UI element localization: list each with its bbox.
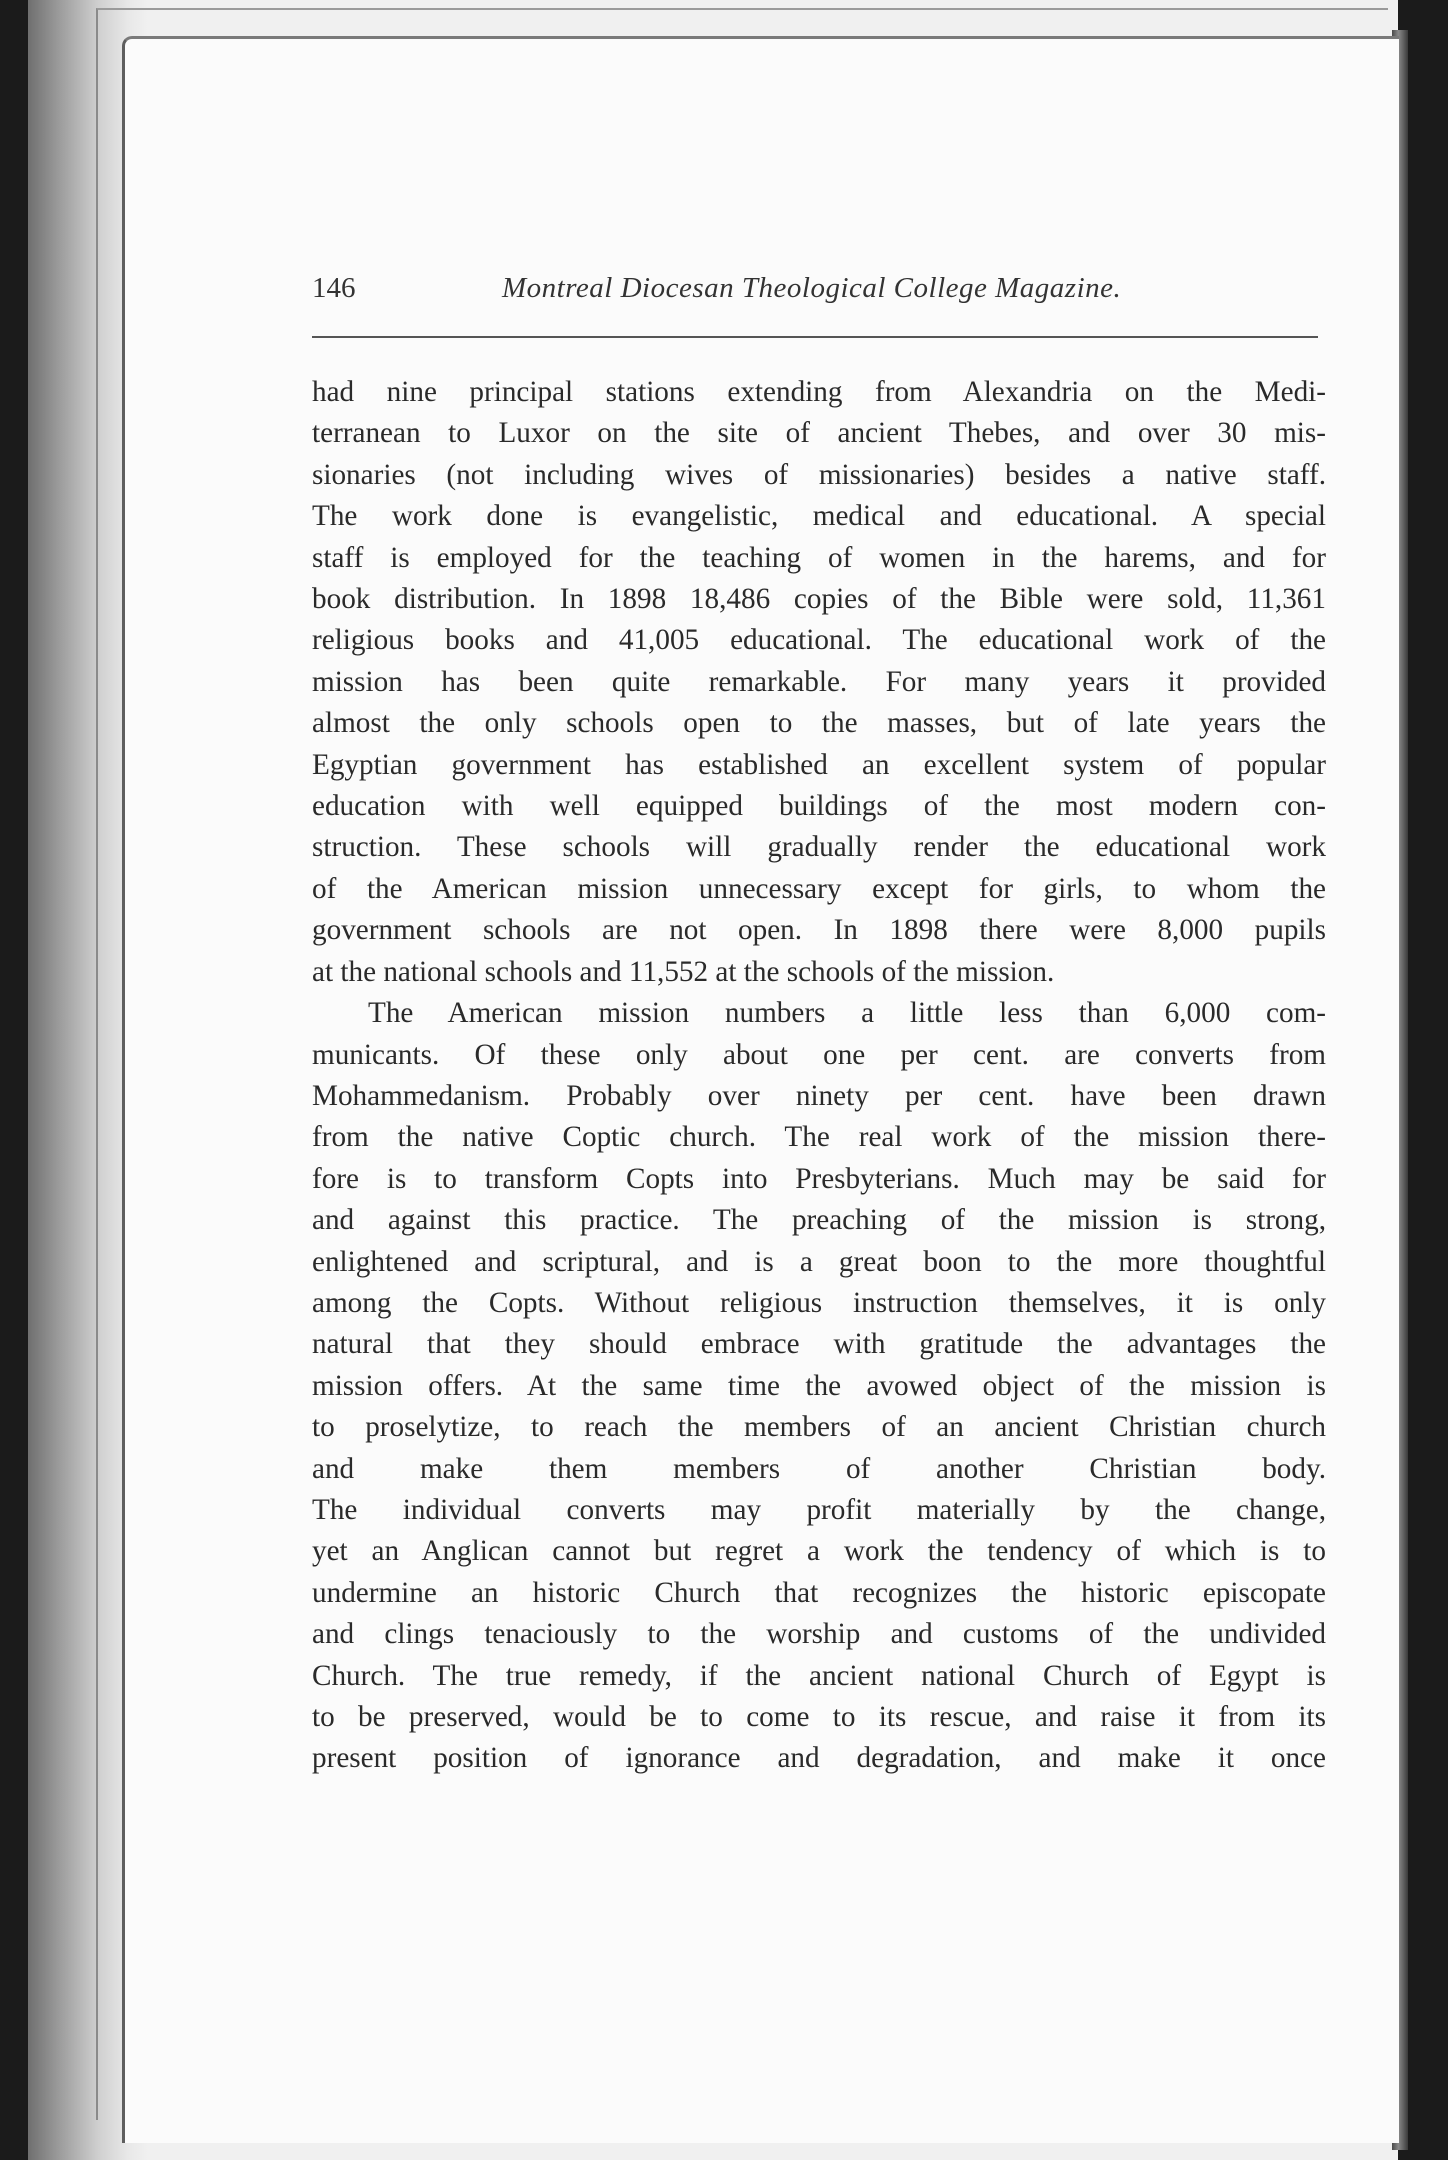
page-header bbox=[312, 272, 1320, 316]
running-title: Montreal Diocesan Theological College Magazine. bbox=[502, 272, 1122, 304]
text-line: sionaries (not including wives of missionaries) besides a native staff. bbox=[312, 458, 1326, 491]
body-text bbox=[312, 372, 1326, 1780]
paragraph bbox=[312, 372, 1326, 993]
text-line: mission offers. At the same time the avowed object of the mission is bbox=[312, 1369, 1326, 1402]
text-line: municants. Of these only about one per cent. are converts from bbox=[312, 1038, 1326, 1071]
text-line: Egyptian government has established an excellent system of popular bbox=[312, 748, 1326, 781]
text-line: and clings tenaciously to the worship and customs of the undivided bbox=[312, 1618, 1326, 1651]
text-line: The individual converts may profit materially by the change, bbox=[312, 1493, 1326, 1526]
text-line: to proselytize, to reach the members of an ancient Christian church bbox=[312, 1411, 1326, 1444]
text-line: book distribution. In 1898 18,486 copies of the Bible were sold, 11,361 bbox=[312, 583, 1326, 616]
text-line: undermine an historic Church that recognizes the historic episcopate bbox=[312, 1576, 1326, 1609]
text-line: and against this practice. The preaching of the mission is strong, bbox=[312, 1204, 1326, 1237]
text-line: yet an Anglican cannot but regret a work the tendency of which is to bbox=[312, 1535, 1326, 1568]
page-number: 146 bbox=[312, 272, 356, 304]
text-line: terranean to Luxor on the site of ancient Thebes, and over 30 mis- bbox=[312, 417, 1326, 450]
text-line: Church. The true remedy, if the ancient national Church of Egypt is bbox=[312, 1659, 1326, 1692]
text-line: government schools are not open. In 1898 there were 8,000 pupils bbox=[312, 914, 1326, 947]
text-line: The American mission numbers a little less than 6,000 com- bbox=[368, 997, 1326, 1030]
header-rule bbox=[312, 336, 1318, 338]
text-line: at the national schools and 11,552 at the schools of the mission. bbox=[312, 955, 1055, 988]
text-line: The work done is evangelistic, medical and educational. A special bbox=[312, 500, 1326, 533]
text-line: Mohammedanism. Probably over ninety per cent. have been drawn bbox=[312, 1079, 1326, 1112]
text-line: of the American mission unnecessary except for girls, to whom the bbox=[312, 872, 1326, 905]
text-line: enlightened and scriptural, and is a great boon to the more thoughtful bbox=[312, 1245, 1326, 1278]
text-line: mission has been quite remarkable. For many years it provided bbox=[312, 665, 1326, 698]
text-line: from the native Coptic church. The real work of the mission there- bbox=[312, 1121, 1326, 1154]
text-line: staff is employed for the teaching of women in the harems, and for bbox=[312, 541, 1326, 574]
text-line: had nine principal stations extending from Alexandria on the Medi- bbox=[312, 376, 1326, 408]
text-line: and make them members of another Christian body. bbox=[312, 1452, 1326, 1485]
text-line: natural that they should embrace with gratitude the advantages the bbox=[312, 1328, 1326, 1361]
text-line: education with well equipped buildings of the most modern con- bbox=[312, 790, 1326, 823]
text-line: almost the only schools open to the masses, but of late years the bbox=[312, 707, 1326, 740]
text-line: religious books and 41,005 educational. The educational work of the bbox=[312, 624, 1326, 657]
text-line: among the Copts. Without religious instruction themselves, it is only bbox=[312, 1286, 1326, 1319]
text-line: to be preserved, would be to come to its rescue, and raise it from its bbox=[312, 1701, 1326, 1733]
text-line: fore is to transform Copts into Presbyterians. Much may be said for bbox=[312, 1162, 1326, 1195]
paragraph bbox=[312, 993, 1326, 1780]
text-line: struction. These schools will gradually render the educational work bbox=[312, 831, 1326, 864]
text-line: present position of ignorance and degradation, and make it once bbox=[312, 1742, 1326, 1775]
